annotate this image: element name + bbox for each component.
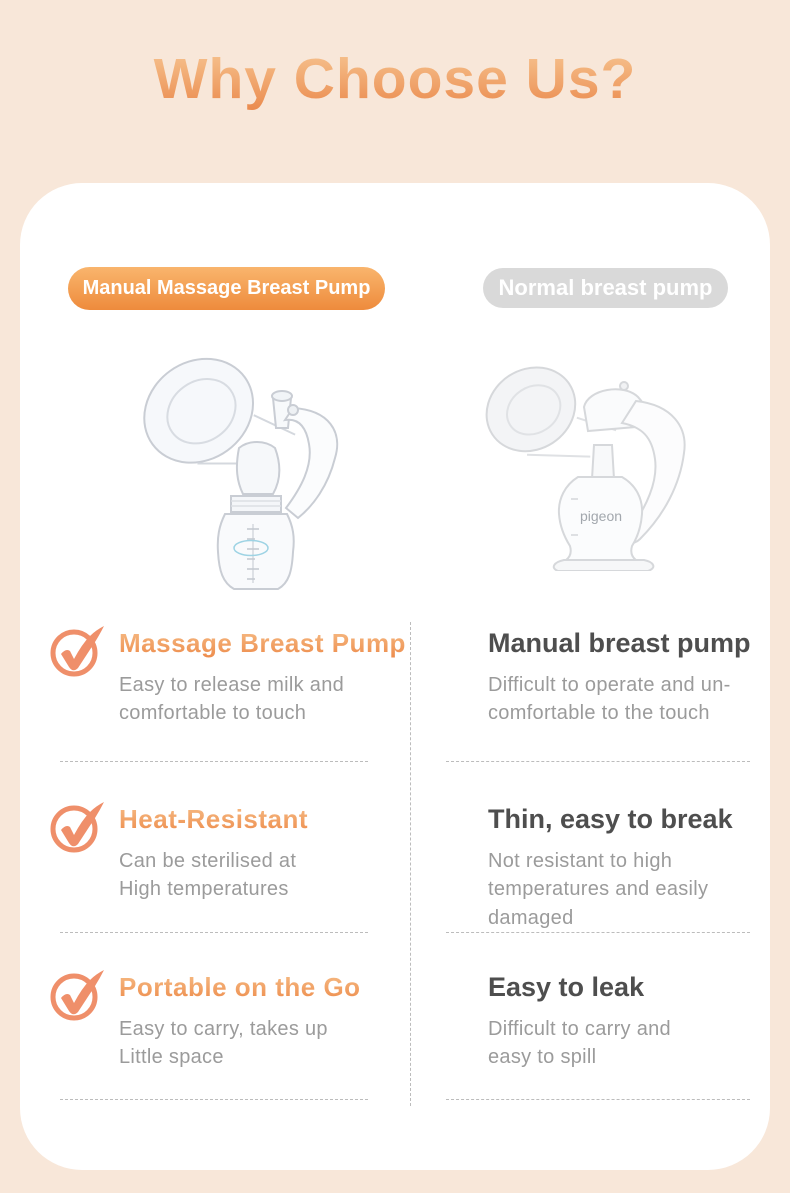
row3-right-title: Easy to leak (488, 972, 645, 1002)
row3-right-desc: Difficult to carry and easy to spill (488, 1018, 671, 1069)
row2-left-desc: Can be sterilised at High temperatures (119, 850, 297, 901)
row2-right-title: Thin, easy to break (488, 804, 733, 834)
row2-left-title: Heat-Resistant (119, 804, 309, 834)
comparison-row-2 (20, 761, 770, 932)
row1-right-title: Manual breast pump (488, 628, 751, 658)
row1-left-desc: Easy to release milk and comfortable to touch (119, 674, 345, 725)
pigeon-brand-label: pigeon (579, 508, 623, 524)
right-product-badge-label: Normal breast pump (498, 275, 713, 300)
row2-right-cell (410, 799, 770, 932)
left-product-badge-label: Manual Massage Breast Pump (82, 277, 371, 299)
row2-left-text (119, 799, 308, 904)
row2-left-cell (20, 799, 410, 932)
left-product-badge (68, 267, 385, 310)
page-title: Why Choose Us? (0, 46, 790, 112)
row1-right-desc: Difficult to operate and un- comfortable to the touch (488, 674, 731, 725)
row3-left-title: Portable on the Go (119, 972, 361, 1002)
row1-left-title: Massage Breast Pump (119, 628, 406, 658)
row1-left-cell (20, 623, 410, 761)
check-circle-icon (48, 968, 106, 1027)
row3-left-desc: Easy to carry, takes up Little space (119, 1018, 328, 1069)
comparison-card (20, 183, 770, 1170)
comparison-row-1 (20, 620, 770, 761)
row1-left-text (119, 623, 406, 728)
row3-right-cell (410, 967, 770, 1099)
comparison-row-3 (20, 932, 770, 1099)
massage-pump-image (123, 336, 403, 598)
check-circle-icon (48, 624, 106, 683)
row2-right-desc: Not resistant to high temperatures and easily damaged (488, 850, 709, 929)
check-circle-icon (48, 800, 106, 859)
row3-left-cell (20, 967, 410, 1099)
vertical-dashed-divider (410, 622, 411, 1106)
right-product-badge (483, 268, 728, 308)
row1-right-cell (410, 623, 770, 761)
normal-pump-image (472, 349, 737, 571)
comparison-section (20, 620, 770, 1099)
row3-left-text (119, 967, 361, 1072)
